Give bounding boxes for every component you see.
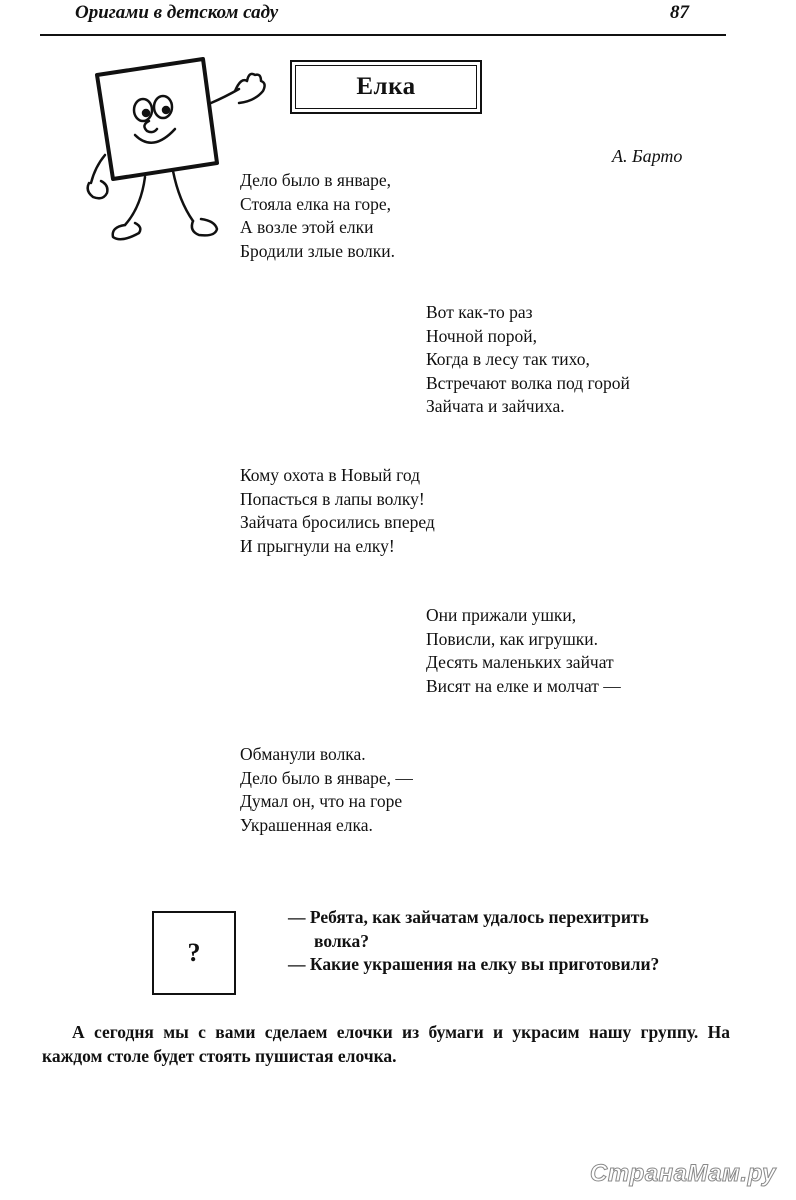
question-mark-icon: ?: [187, 938, 201, 967]
poem-line: Повисли, как игрушки.: [426, 628, 599, 649]
poem-line: Десять маленьких зайчат: [426, 652, 614, 672]
question-line: — Какие украшения на елку вы приготовили?: [288, 954, 660, 974]
poem-line: Зайчата бросились вперед: [240, 512, 435, 532]
poem-line: Встречают волка под горой: [426, 372, 630, 393]
poem-stanza-1: [240, 169, 395, 263]
poem-title: Елка: [356, 73, 416, 100]
poem-line: Зайчата и зайчиха.: [426, 396, 565, 416]
poem-line: Вот как-то раз: [426, 302, 533, 322]
poem-title-box: [290, 60, 482, 114]
page-number: 87: [670, 2, 689, 23]
site-watermark: СтранаМам.ру: [590, 1160, 776, 1187]
poem-line: Когда в лесу так тихо,: [426, 349, 590, 369]
question-line: — Ребята, как зайчатам удалось перехитрить: [288, 907, 649, 927]
poem-line: Думал он, что на горе: [240, 791, 403, 811]
poem-line: Стояла елка на горе,: [240, 193, 391, 214]
poem-stanza-3: [240, 464, 435, 558]
body-paragraph: А сегодня мы с вами сделаем елочки из бумаги и украсим нашу группу. На каждом столе будет стоять пушистая елочка.: [42, 1022, 730, 1066]
poem-line: Попасться в лапы волку!: [240, 488, 425, 509]
discussion-questions: [288, 906, 659, 977]
question-mark-box: [152, 911, 236, 995]
poem-line: Обманули волка.: [240, 744, 366, 764]
poem-author: А. Барто: [612, 146, 683, 166]
poem-stanza-2: [426, 301, 630, 419]
poem-line: Висят на елке и молчат —: [426, 675, 621, 696]
poem-stanza-4: [426, 604, 621, 698]
question-line: волка?: [314, 930, 369, 951]
book-title: Оригами в детском саду: [75, 2, 279, 23]
poem-line: И прыгнули на елку!: [240, 535, 395, 556]
header-rule: [40, 34, 726, 36]
poem-line: Дело было в январе,: [240, 170, 392, 190]
poem-line: Они прижали ушки,: [426, 605, 577, 625]
poem-line: Бродили злые волки.: [240, 240, 395, 261]
poem-line: Ночной порой,: [426, 325, 537, 346]
poem-stanza-5: [240, 743, 413, 837]
poem-line: Кому охота в Новый год: [240, 465, 421, 485]
poem-line: Дело было в январе, —: [240, 767, 413, 788]
poem-line: Украшенная елка.: [240, 814, 373, 835]
poem-line: А возле этой елки: [240, 217, 374, 237]
